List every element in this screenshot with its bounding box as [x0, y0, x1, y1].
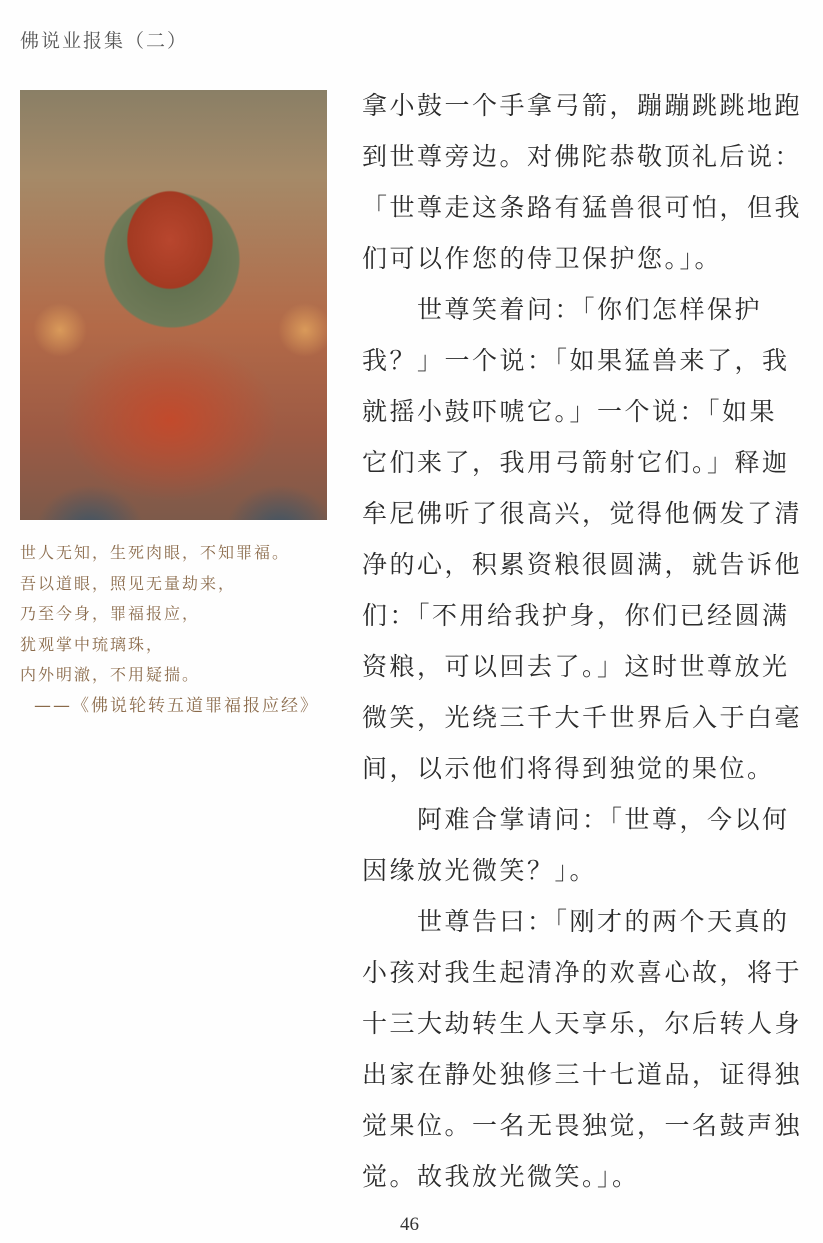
body-line: 因缘放光微笑？」。	[362, 856, 598, 885]
body-line: 微笑，光绕三千大千世界后入于白毫	[362, 703, 803, 732]
body-line: 资粮，可以回去了。」这时世尊放光	[362, 652, 790, 681]
body-line: 「世尊走这条路有猛兽很可怕，但我	[362, 193, 803, 222]
caption-source: ——《佛说轮转五道罪福报应经》	[34, 695, 319, 716]
body-line: 净的心，积累资粮很圆满，就告诉他	[362, 550, 803, 579]
body-line: 就摇小鼓吓唬它。」一个说：「如果	[362, 397, 778, 426]
body-line: 们可以作您的侍卫保护您。」。	[362, 244, 723, 273]
body-line: 世尊告曰：「刚才的两个天真的	[417, 907, 790, 936]
body-line: 出家在静处独修三十七道品，证得独	[362, 1060, 803, 1089]
body-line: 阿难合掌请问：「世尊，今以何	[417, 805, 790, 834]
body-line: 拿小鼓一个手拿弓箭，蹦蹦跳跳地跑	[362, 91, 803, 120]
caption-line: 吾以道眼，照见无量劫来，	[20, 573, 237, 593]
body-line: 世尊笑着问：「你们怎样保护	[417, 295, 763, 324]
buddha-painting-image	[20, 90, 327, 520]
body-line: 到世尊旁边。对佛陀恭敬顶礼后说：	[362, 142, 803, 171]
body-line: 它们来了，我用弓箭射它们。」释迦	[362, 448, 790, 477]
caption-line: 乃至今身，罪福报应，	[20, 604, 201, 623]
caption-line: 犹观掌中琉璃珠，	[20, 634, 165, 654]
body-line: 小孩对我生起清净的欢喜心故，将于	[362, 958, 803, 987]
body-line: 们：「不用给我护身，你们已经圆满	[362, 601, 790, 630]
caption-line: 内外明澈，不用疑揣。	[20, 665, 201, 684]
body-line: 觉。故我放光微笑。」。	[362, 1162, 640, 1191]
body-line: 牟尼佛听了很高兴，觉得他俩发了清	[362, 499, 803, 528]
caption-line: 世人无知，生死肉眼，不知罪福。	[20, 543, 291, 562]
image-caption	[20, 538, 319, 721]
body-line: 我？」一个说：「如果猛兽来了，我	[362, 346, 790, 375]
body-line: 十三大劫转生人天享乐，尔后转人身	[362, 1009, 803, 1038]
body-line: 间，以示他们将得到独觉的果位。	[362, 754, 775, 783]
running-header: 佛说业报集（二）	[20, 30, 189, 52]
page-number: 46	[400, 1214, 419, 1235]
body-text	[362, 80, 812, 1202]
body-line: 觉果位。一名无畏独觉，一名鼓声独	[362, 1111, 803, 1140]
